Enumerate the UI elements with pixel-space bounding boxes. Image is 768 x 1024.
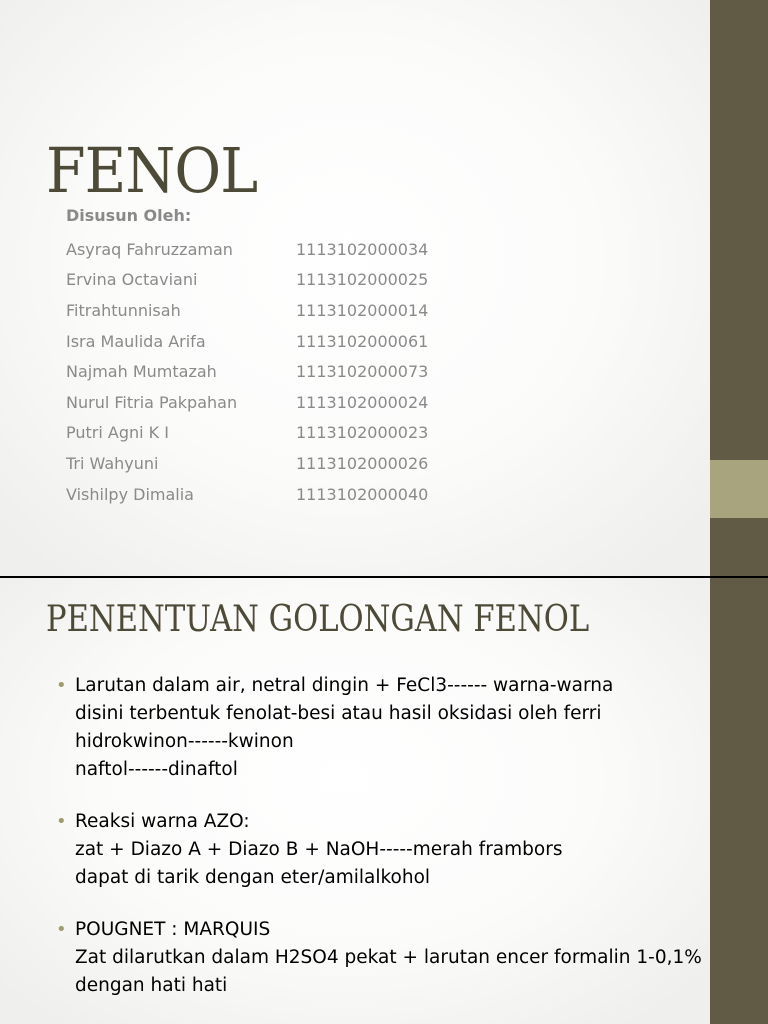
- bullet-item: [56, 808, 702, 892]
- bullet-line: zat + Diazo A + Diazo B + NaOH-----merah frambors: [75, 839, 563, 860]
- bullet-dot-icon: •: [56, 811, 67, 832]
- bullet-line: disini terbentuk fenolat-besi atau hasil oksidasi oleh ferri: [75, 703, 602, 724]
- author-id: 1113102000014: [296, 300, 429, 320]
- author-row: [66, 326, 428, 357]
- bullet-line: naftol------dinaftol: [75, 759, 238, 780]
- author-id: 1113102000040: [296, 484, 429, 504]
- bullet-list: [56, 672, 702, 1024]
- sidebar-bar: [710, 578, 768, 1024]
- author-name: Isra Maulida Arifa: [66, 331, 206, 351]
- bullet-dot-icon: •: [56, 675, 67, 696]
- author-row: [66, 387, 428, 418]
- author-id: 1113102000023: [296, 423, 429, 443]
- author-id: 1113102000034: [296, 239, 429, 259]
- author-name: Vishilpy Dimalia: [66, 484, 194, 504]
- author-name: Nurul Fitria Pakpahan: [66, 392, 238, 412]
- author-name: Fitrahtunnisah: [66, 300, 181, 320]
- author-name: Ervina Octaviani: [66, 270, 198, 290]
- bullet-line: dengan hati hati: [75, 975, 228, 996]
- bullet-line: Reaksi warna AZO:: [75, 811, 250, 832]
- bullet-item: [56, 916, 702, 1000]
- author-id: 1113102000024: [296, 392, 429, 412]
- author-row: [66, 479, 428, 510]
- author-name: Najmah Mumtazah: [66, 362, 217, 382]
- author-id: 1113102000026: [296, 453, 429, 473]
- slide-content-heading: PENENTUAN GOLONGAN FENOL: [46, 599, 590, 640]
- author-row: [66, 418, 428, 449]
- bullet-line: Larutan dalam air, netral dingin + FeCl3------ warna-warna: [75, 675, 614, 696]
- bullet-line: dapat di tarik dengan eter/amilalkohol: [75, 867, 431, 888]
- bullet-line: Zat dilarutkan dalam H2SO4 pekat + larutan encer formalin 1-0,1%: [75, 947, 702, 968]
- author-id: 1113102000073: [296, 362, 429, 382]
- bullet-line: hidrokwinon------kwinon: [75, 731, 294, 752]
- author-name: Asyraq Fahruzzaman: [66, 239, 233, 259]
- bullet-item: [56, 672, 702, 784]
- authors-heading: Disusun Oleh:: [66, 206, 192, 225]
- author-row: [66, 234, 428, 265]
- author-id: 1113102000061: [296, 331, 429, 351]
- author-row: [66, 448, 428, 479]
- author-row: [66, 295, 428, 326]
- author-name: Tri Wahyuni: [66, 453, 159, 473]
- author-name: Putri Agni K I: [66, 423, 169, 443]
- author-id: 1113102000025: [296, 270, 429, 290]
- slide-title-heading: FENOL: [46, 134, 258, 207]
- slide-content: [0, 578, 768, 1024]
- author-list: [66, 234, 428, 509]
- bullet-line: POUGNET : MARQUIS: [75, 919, 271, 940]
- sidebar-bar: [710, 0, 768, 576]
- author-row: [66, 356, 428, 387]
- author-row: [66, 265, 428, 296]
- sidebar-accent-block: [710, 460, 768, 518]
- bullet-dot-icon: •: [56, 919, 67, 940]
